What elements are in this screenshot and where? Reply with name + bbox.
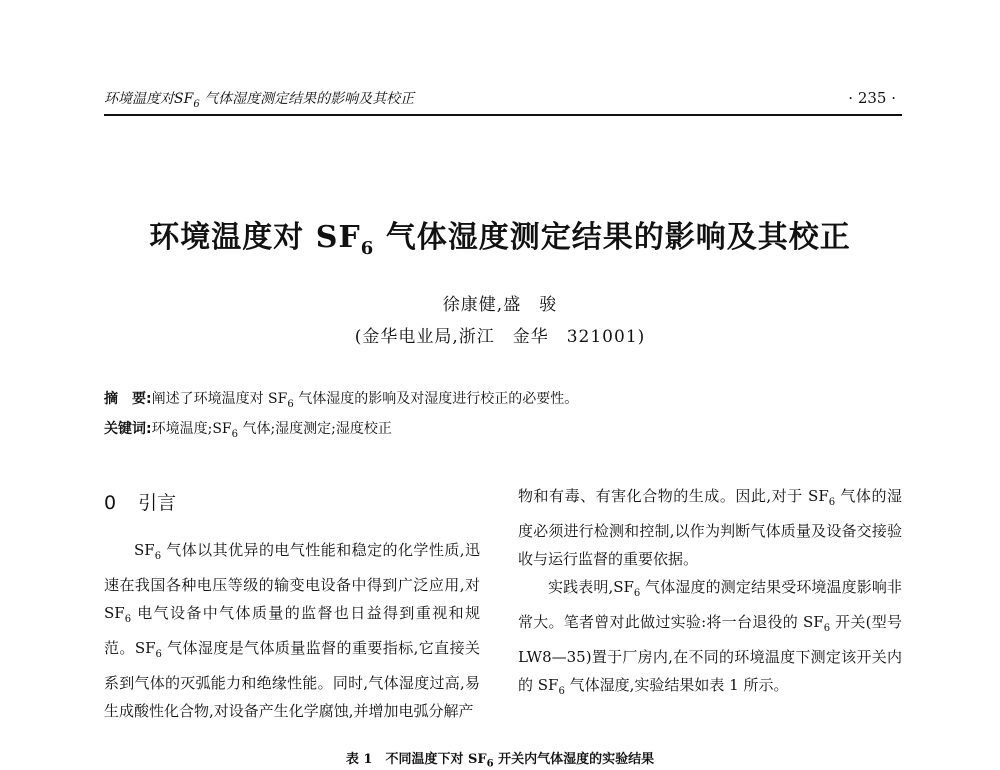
running-header — [104, 84, 902, 120]
right-paragraph-2 — [518, 573, 902, 706]
subscript: 6 — [823, 623, 831, 634]
section-heading — [104, 488, 176, 515]
text-run: 开关(型号 LW8—35)置于厂房内,在不同的环境温度下测定该开关内的 SF — [518, 613, 902, 694]
subscript: 6 — [828, 497, 836, 508]
section-number: 0 — [104, 492, 117, 514]
right-paragraph-1 — [518, 482, 902, 573]
running-title — [104, 88, 414, 110]
header-rule — [104, 114, 902, 116]
abstract-text-rest: 气体湿度的影响及对湿度进行校正的必要性。 — [293, 391, 579, 407]
table-caption-text-rest: 开关内气体湿度的实验结果 — [493, 752, 655, 767]
table-caption-subscript: 6 — [486, 758, 494, 770]
keywords — [104, 418, 904, 440]
text-run: 气体湿度是气体质量监督的重要指标,它直接关系到气体的灭弧能力和绝缘性能。同时,气体湿度过高,易生成酸性化合物,对设备产生化学腐蚀,并增加电弧分解产 — [104, 639, 481, 720]
left-paragraph-1 — [104, 536, 480, 725]
text-run: 气体以其优异的电气性能和稳定的化学性质,迅速在我国各种电压等级的输变电设备中得到广泛应用,对 SF — [104, 541, 480, 622]
abstract-label: 摘 要: — [104, 391, 152, 407]
subscript: 6 — [558, 686, 565, 697]
subscript: 6 — [154, 551, 162, 562]
keywords-label: 关键词: — [104, 421, 152, 437]
subscript: 6 — [633, 588, 641, 599]
text-run: 气体的湿度必须进行检测和控制,以作为判断气体质量及设备交接验收与运行监督的重要依据。 — [518, 487, 902, 568]
article-title — [0, 212, 1000, 259]
keywords-text-rest: 气体;湿度测定;湿度校正 — [238, 421, 392, 437]
left-column — [104, 536, 480, 725]
keywords-subscript: 6 — [231, 428, 239, 440]
abstract — [104, 388, 904, 410]
text-run: 气体湿度的测定结果受环境温度影响非常大。笔者曾对此做过实验:将一台退役的 SF — [518, 578, 903, 631]
text-run: 物和有毒、有害化合物的生成。因此,对于 SF — [518, 487, 829, 505]
section-title: 引言 — [138, 492, 177, 514]
article-title-text-rest: 气体湿度测定结果的影响及其校正 — [374, 220, 851, 255]
running-title-text: 环境温度对SF — [104, 91, 194, 107]
affiliation: (金华电业局,浙江 金华 321001) — [354, 327, 646, 347]
text-run: 气体湿度,实验结果如表 1 所示。 — [564, 676, 789, 694]
running-title-subscript: 6 — [193, 98, 200, 110]
table-caption — [0, 748, 1000, 770]
subscript: 6 — [124, 614, 132, 625]
keywords-text: 环境温度;SF — [151, 421, 232, 437]
authors: 徐康健,盛 骏 — [442, 295, 558, 315]
page-number: · 235 · — [848, 89, 896, 107]
text-run: SF — [134, 541, 155, 559]
table-caption-text: 表 1 不同温度下对 SF — [345, 752, 487, 767]
right-column — [518, 482, 902, 706]
running-title-text-rest: 气体湿度测定结果的影响及其校正 — [199, 91, 415, 107]
text-run: 实践表明,SF — [548, 578, 634, 596]
abstract-subscript: 6 — [287, 398, 294, 410]
article-title-subscript: 6 — [360, 238, 375, 259]
subscript: 6 — [155, 649, 162, 660]
text-run: 电气设备中气体质量的监督也日益得到重视和规范。SF — [104, 604, 480, 657]
abstract-text: 阐述了环境温度对 SF — [151, 391, 288, 407]
article-title-text: 环境温度对 SF — [149, 220, 361, 255]
